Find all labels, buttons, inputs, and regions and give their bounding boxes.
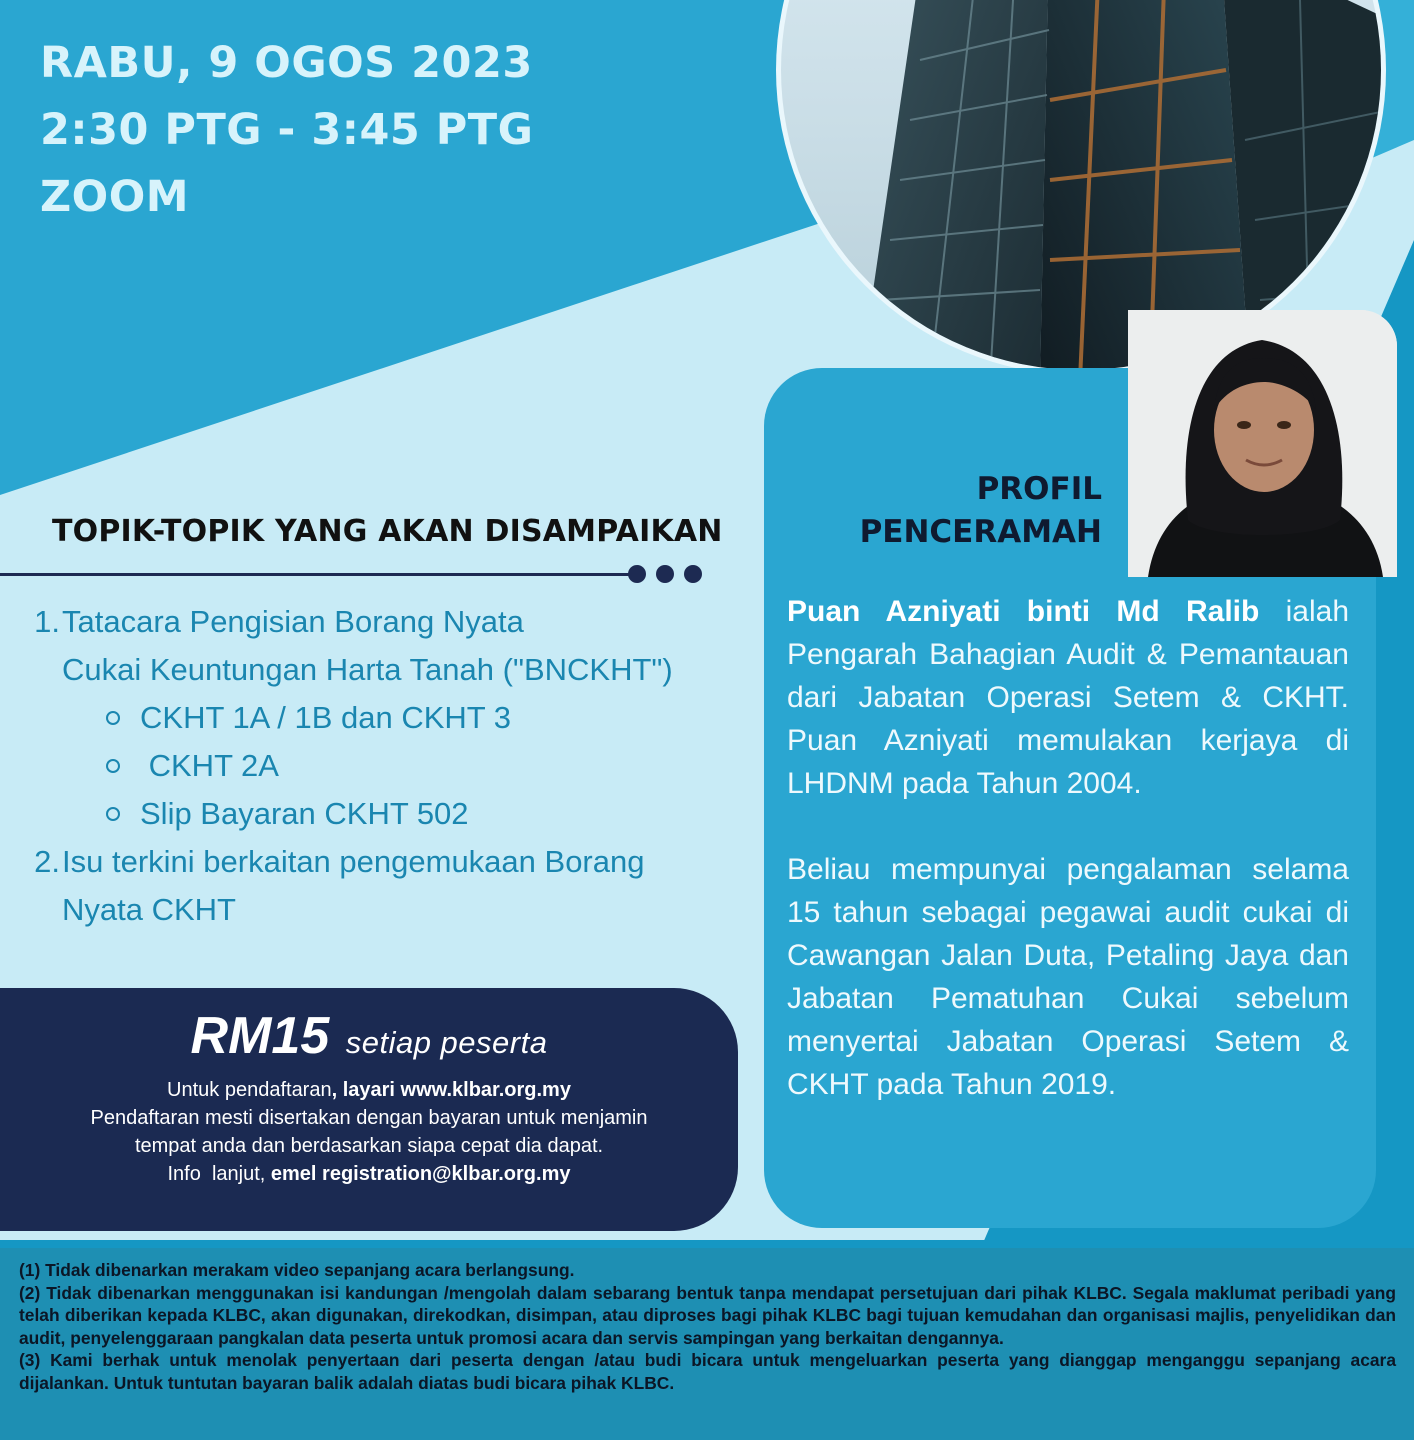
event-info — [40, 30, 533, 231]
speaker-portrait-photo — [1128, 310, 1397, 577]
registration-line-4 — [0, 1160, 738, 1188]
subtopic-item: CKHT 2A — [140, 748, 279, 783]
topic-1-line1: Tatacara Pengisian Borang Nyata — [62, 604, 524, 639]
registration-prefix: Untuk pendaftaran — [167, 1079, 332, 1101]
speaker-portrait-icon — [1128, 310, 1397, 577]
three-dots-icon — [628, 565, 646, 583]
topics-divider — [0, 573, 640, 576]
registration-line-2: Pendaftaran mesti disertakan dengan bayaran untuk menjamin — [90, 1107, 648, 1129]
bio-paragraph-2: Beliau mempunyai pengalaman selama 15 tahun sebagai pegawai audit cukai di Cawangan Jalan Duta, Petaling Jaya dan Jabatan Pematuhan Cukai sebelum menyertai Jabatan Operasi Setem & CKHT pada Tahun 2019. — [787, 853, 1349, 1101]
event-date: RABU, 9 OGOS 2023 — [40, 38, 533, 88]
price-row — [0, 1006, 738, 1066]
profile-title — [820, 468, 1102, 554]
registration-email-link[interactable]: emel registration@klbar.org.my — [270, 1163, 571, 1185]
event-venue: ZOOM — [40, 172, 190, 222]
price-amount: RM15 — [190, 1007, 330, 1065]
speaker-name: Puan Azniyati binti Md Ralib — [787, 595, 1260, 628]
circle-bullet-icon — [106, 807, 120, 821]
note-1: (1) Tidak dibenarkan merakam video sepanjang acara berlangsung. — [19, 1260, 575, 1280]
profile-title-line1: PROFIL — [976, 471, 1102, 507]
three-dots-icon — [656, 565, 674, 583]
subtopic-item: Slip Bayaran CKHT 502 — [140, 796, 469, 831]
topics-heading: TOPIK-TOPIK YANG AKAN DISAMPAIKAN — [52, 514, 723, 549]
registration-info — [0, 1076, 738, 1188]
topic-number: 1. — [34, 604, 60, 639]
event-time: 2:30 PTG - 3:45 PTG — [40, 105, 534, 155]
registration-website-link[interactable]: , layari www.klbar.org.my — [331, 1079, 571, 1101]
three-dots-icon — [684, 565, 702, 583]
info-prefix: Info lanjut, — [167, 1163, 271, 1185]
profile-title-line2: PENCERAMAH — [859, 514, 1102, 550]
terms-notes — [19, 1259, 1396, 1395]
circle-bullet-icon — [106, 711, 120, 725]
registration-line-1 — [0, 1076, 738, 1104]
note-2: (2) Tidak dibenarkan menggunakan isi kandungan /mengolah dalam sebarang bentuk tanpa mendapat persetujuan dari pihak KLBC. Segala maklumat peribadi yang telah diberikan kepada KLBC, akan digunakan, direkodkan, disimpan, atau diproses bagi pihak KLBC bagi tujuan kemudahan dan organisasi majlis, penyelidikan dan audit, penyelenggaraan pangkalan data peserta untuk promosi acara dan servis sampingan yang berkaitan dengannya. — [19, 1282, 1396, 1348]
price-panel — [0, 988, 738, 1231]
registration-line-3: tempat anda dan berdasarkan siapa cepat dia dapat. — [134, 1135, 604, 1157]
speaker-bio — [787, 590, 1349, 1106]
price-unit: setiap peserta — [345, 1025, 548, 1060]
topic-number: 2. — [34, 844, 60, 879]
bio-text-1: ialah Pengarah Bahagian Audit & Pemantauan dari Jabatan Operasi Setem & CKHT. Puan Azniyati memulakan kerjaya di LHDNM pada Tahun 2004. — [787, 595, 1350, 800]
subtopic-item: CKHT 1A / 1B dan CKHT 3 — [140, 700, 512, 735]
note-3: (3) Kami berhak untuk menolak penyertaan dari peserta dengan /atau budi bicara untuk mengeluarkan peserta yang dianggap menganggu sepanjang acara dijalankan. Untuk tuntutan bayaran balik adalah diatas budi bicara pihak KLBC. — [19, 1350, 1396, 1393]
bio-paragraph-1 — [787, 590, 1349, 805]
circle-bullet-icon — [106, 759, 120, 773]
topic-2-line1: Isu terkini berkaitan pengemukaan Borang — [62, 844, 645, 879]
topic-1-line2: Cukai Keuntungan Harta Tanah ("BNCKHT") — [62, 652, 673, 687]
topic-2-line2: Nyata CKHT — [62, 892, 236, 927]
